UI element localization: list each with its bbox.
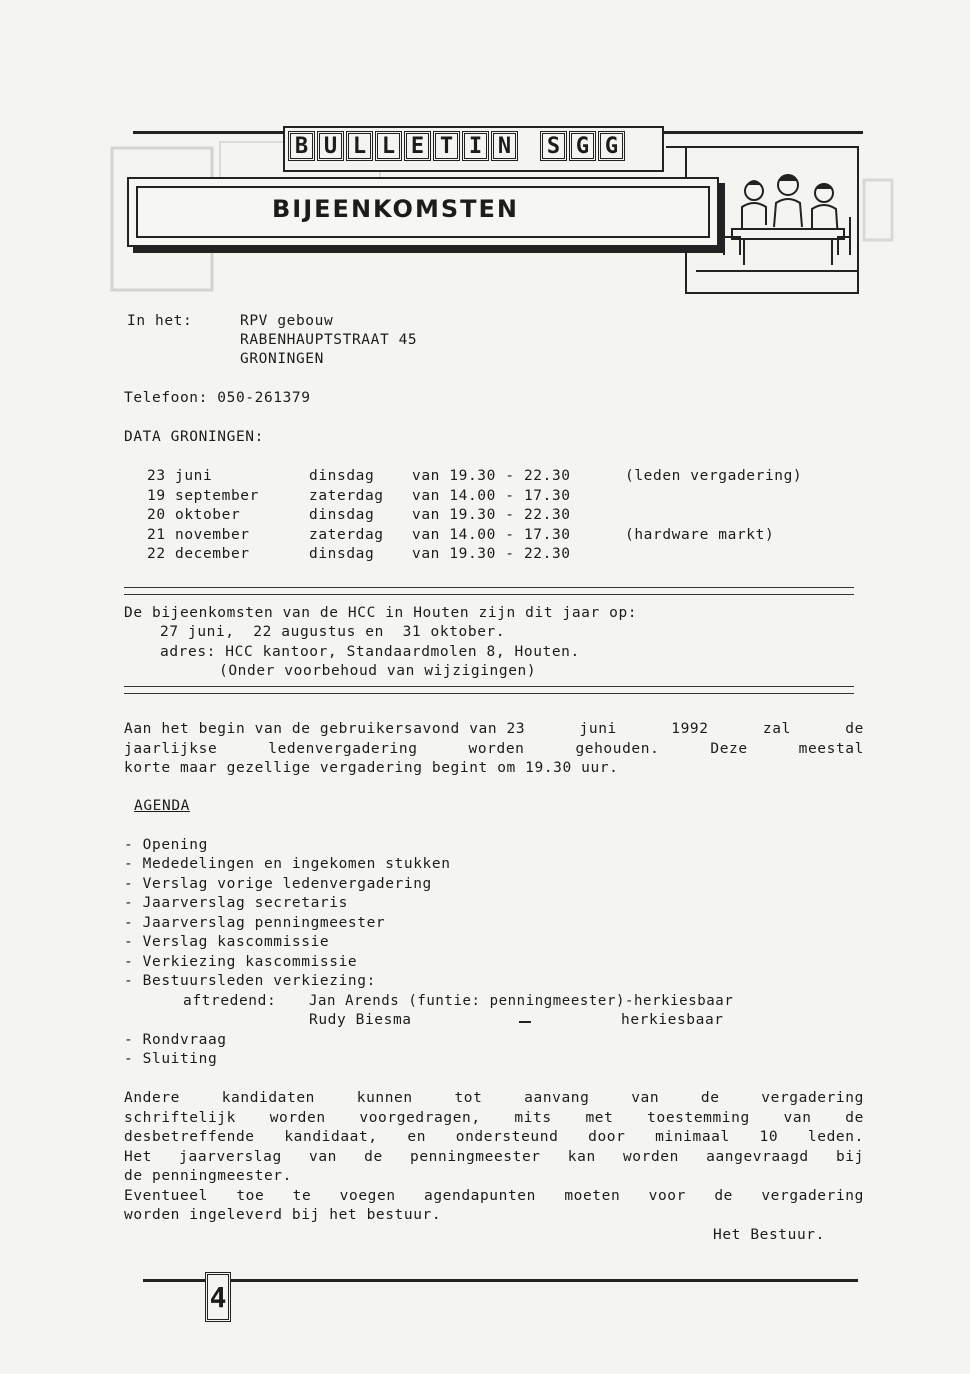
date-row-note: (leden vergadering) xyxy=(625,468,803,484)
banner-title: BIJEENKOMSTEN xyxy=(272,195,519,223)
date-row-day: dinsdag xyxy=(309,546,375,562)
word: bij xyxy=(835,1149,864,1165)
word: leden. xyxy=(807,1129,864,1145)
agenda-item: - Verkiezing kascommissie xyxy=(124,954,358,970)
word: en xyxy=(407,1129,427,1145)
logo-letter: L xyxy=(375,131,402,161)
word: jaarverslag xyxy=(179,1149,282,1165)
word: meestal xyxy=(798,741,864,757)
date-row-day: zaterdag xyxy=(309,527,384,543)
word: tot xyxy=(454,1090,483,1106)
retiring-label: aftredend: xyxy=(183,993,277,1009)
date-row-day: dinsdag xyxy=(309,507,375,523)
intro-line-1 xyxy=(124,722,864,737)
location-line-2: RABENHAUPTSTRAAT 45 xyxy=(240,332,418,348)
agenda-item: - Opening xyxy=(124,837,208,853)
footer-rule xyxy=(143,1279,858,1282)
location-line-3: GRONINGEN xyxy=(240,351,324,367)
agenda-item: - Jaarverslag penningmeester xyxy=(124,915,386,931)
word: aanvang xyxy=(524,1090,590,1106)
agenda-item: - Mededelingen en ingekomen stukken xyxy=(124,856,451,872)
date-row-time: van 19.30 - 22.30 xyxy=(412,546,571,562)
word: van xyxy=(783,1110,812,1126)
date-row-date: 23 juni xyxy=(147,468,213,484)
word: vergadering xyxy=(761,1090,864,1106)
dates-heading: DATA GRONINGEN: xyxy=(124,429,264,445)
retiring-member-2-status: herkiesbaar xyxy=(621,1012,724,1028)
word: Eventueel xyxy=(124,1188,208,1204)
word: van xyxy=(631,1090,660,1106)
agenda-item: - Rondvraag xyxy=(124,1032,227,1048)
word: agendapunten xyxy=(424,1188,536,1204)
retiring-member-1: Jan Arends (funtie: penningmeester)-herkiesbaar xyxy=(309,993,734,1009)
word: kan xyxy=(567,1149,596,1165)
word: desbetreffende xyxy=(124,1129,255,1145)
agenda-item: - Verslag vorige ledenvergadering xyxy=(124,876,432,892)
word: worden xyxy=(468,741,525,757)
agenda-item: - Jaarverslag secretaris xyxy=(124,895,348,911)
bulletin-sgg-logo xyxy=(288,131,625,161)
date-row-note: (hardware markt) xyxy=(625,527,775,543)
word: van xyxy=(308,1149,337,1165)
word: minimaal xyxy=(655,1129,730,1145)
word: zal xyxy=(762,721,791,737)
logo-letter: U xyxy=(317,131,344,161)
word: toestemming xyxy=(647,1110,750,1126)
word: ondersteund xyxy=(455,1129,559,1145)
date-row-time: van 19.30 - 22.30 xyxy=(412,507,571,523)
word: de xyxy=(700,1090,720,1106)
logo-letter: G xyxy=(598,131,625,161)
word: de xyxy=(714,1188,733,1204)
word: vergadering xyxy=(761,1188,864,1204)
word: de xyxy=(364,1149,383,1165)
word: te xyxy=(292,1188,312,1204)
word: toe xyxy=(236,1188,265,1204)
word: penningmeester xyxy=(410,1149,541,1165)
closing-line-1 xyxy=(124,1091,864,1106)
agenda-heading: AGENDA xyxy=(134,798,190,814)
word: Andere xyxy=(124,1090,180,1106)
word: juni xyxy=(579,721,617,737)
closing-line-6 xyxy=(124,1189,864,1204)
phone-number: Telefoon: 050-261379 xyxy=(124,390,311,406)
logo-letter: B xyxy=(288,131,315,161)
date-row-date: 19 september xyxy=(147,488,259,504)
closing-line-7: worden ingeleverd bij het bestuur. xyxy=(124,1207,442,1223)
logo-letter: L xyxy=(346,131,373,161)
bleed-through-art-2 xyxy=(860,170,900,260)
logo-letter: G xyxy=(569,131,596,161)
logo-letter: N xyxy=(491,131,518,161)
houten-line-3: adres: HCC kantoor, Standaardmolen 8, Houten. xyxy=(160,644,580,660)
word: kandidaat, xyxy=(284,1129,378,1145)
word: door xyxy=(588,1129,626,1145)
word: mits xyxy=(514,1110,552,1126)
word: Deze xyxy=(710,741,748,757)
date-row-date: 21 november xyxy=(147,527,250,543)
word: de xyxy=(845,1110,864,1126)
closing-line-3 xyxy=(124,1130,864,1145)
word: ledenvergadering xyxy=(268,741,418,757)
word: moeten xyxy=(564,1188,621,1204)
word: met xyxy=(585,1110,614,1126)
logo-letter: S xyxy=(540,131,567,161)
word: worden xyxy=(622,1149,679,1165)
word: Aan het begin van de gebruikersavond van 23 xyxy=(124,721,526,737)
logo-letter: I xyxy=(462,131,489,161)
word: aangevraagd xyxy=(706,1149,809,1165)
intro-line-2 xyxy=(124,742,864,757)
date-row-time: van 14.00 - 17.30 xyxy=(412,527,571,543)
houten-line-1: De bijeenkomsten van de HCC in Houten zijn dit jaar op: xyxy=(124,605,638,621)
date-row-time: van 14.00 - 17.30 xyxy=(412,488,571,504)
divider-double-line xyxy=(124,587,854,595)
divider-double-line xyxy=(124,686,854,694)
word: gehouden. xyxy=(575,741,660,757)
word: jaarlijkse xyxy=(124,741,218,757)
houten-line-2: 27 juni, 22 augustus en 31 oktober. xyxy=(160,624,506,640)
word: kandidaten xyxy=(221,1090,316,1106)
word: worden xyxy=(269,1110,326,1126)
date-row-day: dinsdag xyxy=(309,468,375,484)
closing-line-5: de penningmeester. xyxy=(124,1168,292,1184)
agenda-item: - Bestuursleden verkiezing: xyxy=(124,973,376,989)
agenda-item: - Verslag kascommissie xyxy=(124,934,330,950)
retiring-member-2-name: Rudy Biesma xyxy=(309,1012,412,1028)
intro-line-3: korte maar gezellige vergadering begint om 19.30 uur. xyxy=(124,760,619,776)
page-number: 4 xyxy=(205,1272,231,1322)
word: 1992 xyxy=(671,721,709,737)
logo-spacer xyxy=(520,131,538,161)
logo-letter: E xyxy=(404,131,431,161)
agenda-item: - Sluiting xyxy=(124,1051,218,1067)
date-row-date: 20 oktober xyxy=(147,507,241,523)
closing-line-4 xyxy=(124,1150,864,1165)
word: 10 xyxy=(759,1129,779,1145)
dash-separator xyxy=(519,1021,531,1023)
word: schriftelijk xyxy=(124,1110,236,1126)
houten-line-4: (Onder voorbehoud van wijzigingen) xyxy=(219,663,537,679)
word: kunnen xyxy=(356,1090,413,1106)
word: Het xyxy=(124,1149,152,1165)
signature: Het Bestuur. xyxy=(713,1227,825,1243)
date-row-date: 22 december xyxy=(147,546,250,562)
closing-line-2 xyxy=(124,1111,864,1126)
word: de xyxy=(845,721,864,737)
date-row-time: van 19.30 - 22.30 xyxy=(412,468,571,484)
logo-letter: T xyxy=(433,131,460,161)
location-label: In het: xyxy=(127,313,193,329)
word: voorgedragen, xyxy=(359,1110,481,1126)
location-line-1: RPV gebouw xyxy=(240,313,334,329)
word: voegen xyxy=(339,1188,396,1204)
date-row-day: zaterdag xyxy=(309,488,384,504)
word: voor xyxy=(648,1188,686,1204)
